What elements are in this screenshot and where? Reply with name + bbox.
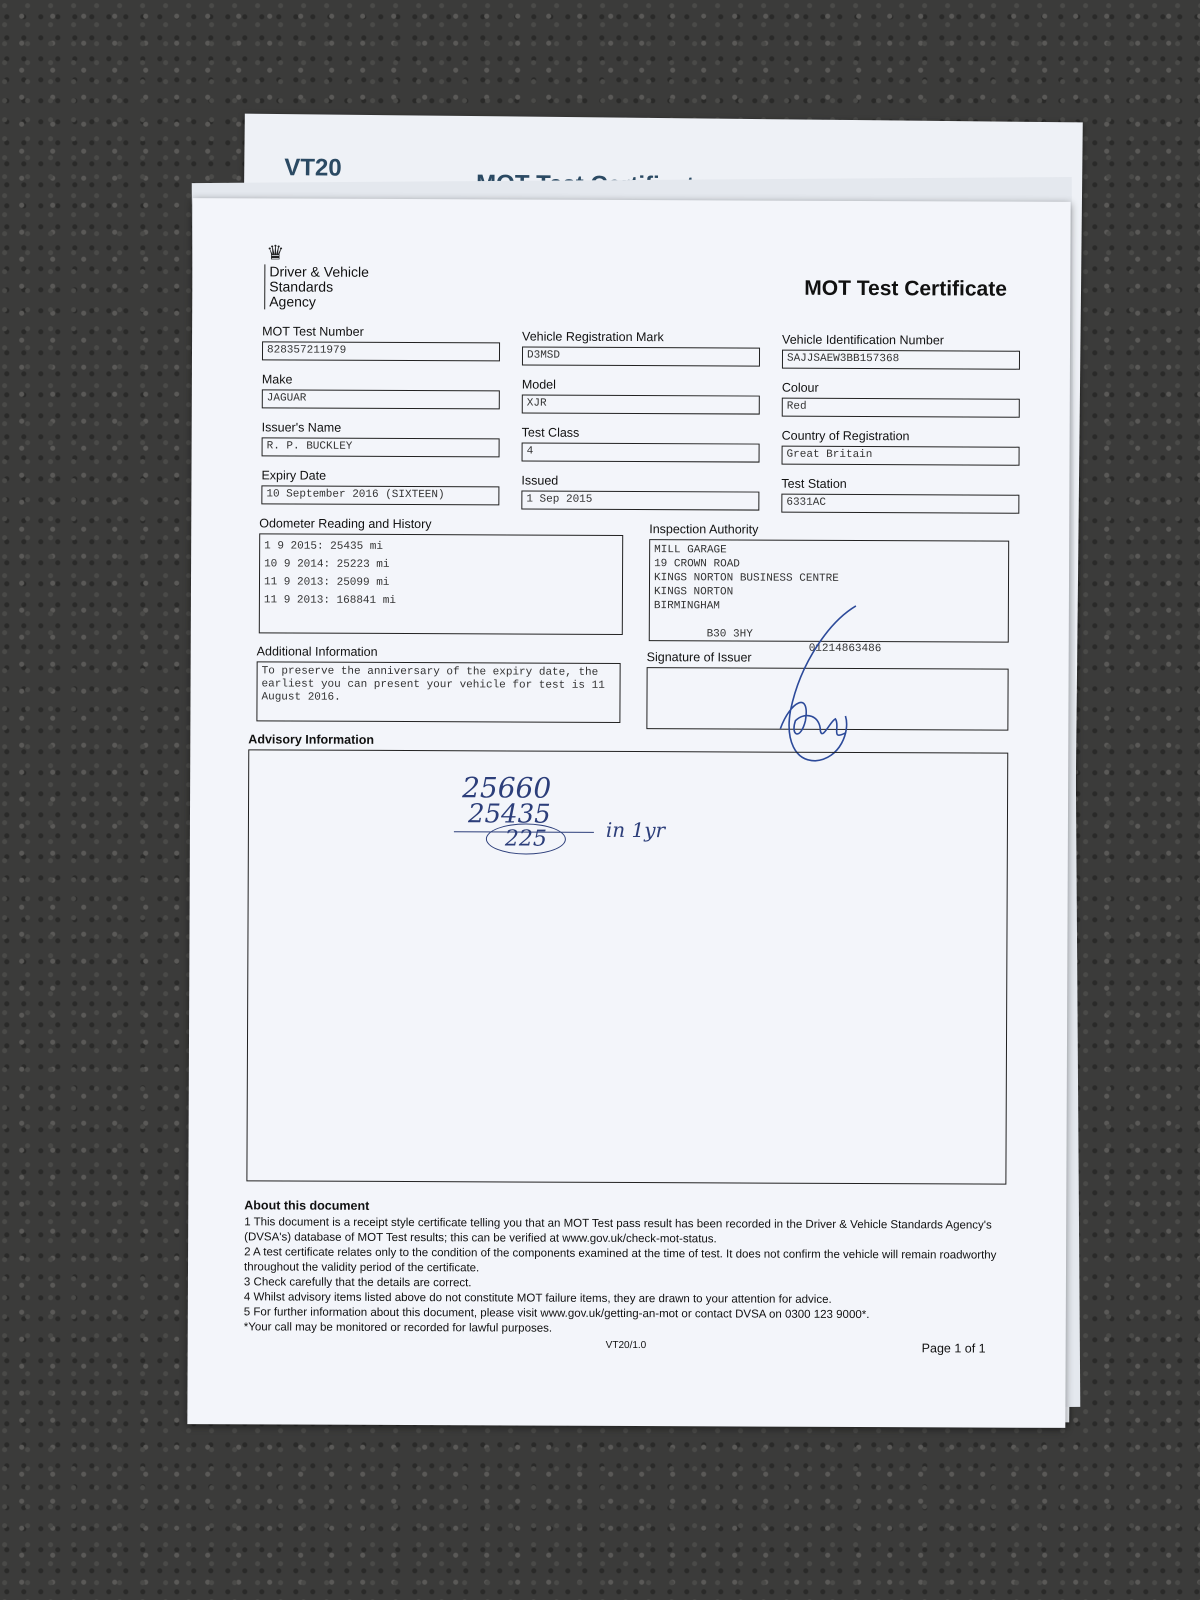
field-value: Great Britain — [782, 446, 1020, 466]
address-line: KINGS NORTON BUSINESS CENTRE — [653, 572, 839, 585]
inspection-label: Inspection Authority — [649, 522, 759, 537]
additional-label: Additional Information — [256, 644, 378, 659]
field-value: 4 — [522, 443, 760, 463]
about-item: 2 A test certificate relates only to the condition of the components examined at the time of test. It does not confirm the vehicle will remain roadworthy throughout the validity period of the certificate. — [243, 1246, 997, 1275]
royal-crest-icon: ♛ — [266, 242, 285, 265]
field-model — [522, 378, 760, 415]
field-label: Model — [521, 377, 556, 392]
about-section — [244, 1198, 1025, 1338]
field-value: 6331AC — [781, 494, 1019, 514]
field-label: MOT Test Number — [262, 324, 364, 339]
field-value: 10 September 2016 (SIXTEEN) — [261, 485, 499, 505]
field-value: Red — [782, 398, 1020, 418]
page-number: Page 1 of 1 — [921, 1341, 986, 1356]
odometer-line: 11 9 2013: 25099 mi — [263, 576, 390, 589]
odometer-line: 10 9 2014: 25223 mi — [264, 558, 390, 571]
handwritten-mileage: 25660 — [462, 771, 552, 805]
field-label: Issuer's Name — [261, 420, 342, 435]
address-line: 19 CROWN ROAD — [654, 558, 740, 571]
field-test-class — [522, 426, 760, 463]
odometer-line: 11 9 2013: 168841 mi — [263, 594, 396, 607]
about-item: 3 Check carefully that the details are correct. — [243, 1276, 472, 1290]
field-label: Vehicle Registration Mark — [522, 329, 664, 345]
field-vrm — [522, 330, 760, 367]
about-item: 1 This document is a receipt style certificate telling you that an MOT Test pass result has been recorded in the Driver & Vehicle Standards Agency's (DVSA's) database of MOT Test results; this can be verified at www.gov.uk/check-mot-status. — [244, 1216, 992, 1246]
about-item: 5 For further information about this document, please visit www.gov.uk/getting-an-mot or contact DVSA on 0300 123 9000*. — [243, 1306, 870, 1322]
signature-label: Signature of Issuer — [646, 650, 752, 665]
field-country — [782, 429, 1020, 466]
postcode: B30 3HY — [706, 628, 753, 641]
additional-text: To preserve the anniversary of the expiry date, the earliest you can present your vehicle for test is 11 August 2016. — [256, 661, 620, 723]
advisory-label: Advisory Information — [248, 732, 375, 747]
odometer-section — [259, 516, 624, 635]
agency-name: Driver & Vehicle Standards Agency — [264, 264, 379, 310]
handwritten-mileage: 25435 — [467, 799, 551, 830]
phone-number: 01214863486 — [808, 642, 882, 656]
field-value: 1 Sep 2015 — [521, 491, 759, 511]
field-label: Test Station — [781, 476, 847, 491]
advisory-box — [246, 749, 1008, 1184]
field-colour — [782, 381, 1020, 418]
field-expiry-date — [261, 468, 499, 505]
back-form-code: VT20 — [284, 154, 342, 182]
field-label: Vehicle Identification Number — [782, 332, 945, 348]
about-heading: About this document — [244, 1198, 370, 1213]
field-value: D3MSD — [522, 347, 760, 367]
field-test-station — [781, 477, 1019, 514]
address-line: MILL GARAGE — [654, 544, 727, 557]
field-make — [262, 372, 500, 409]
field-label: Make — [261, 372, 293, 387]
field-mot-test-number — [262, 324, 500, 361]
odometer-label: Odometer Reading and History — [259, 516, 432, 532]
field-label: Expiry Date — [261, 468, 327, 483]
field-label: Country of Registration — [781, 428, 910, 444]
field-value: R. P. BUCKLEY — [262, 437, 500, 457]
odometer-line: 1 9 2015: 25435 mi — [264, 540, 384, 553]
about-item: 4 Whilst advisory items listed above do not constitute MOT failure items, they are drawn to your attention for advice. — [243, 1291, 832, 1306]
address-line: BIRMINGHAM — [653, 600, 720, 613]
field-label: Issued — [521, 473, 559, 488]
field-value: SAJJSAEW3BB157368 — [782, 350, 1020, 370]
field-value: JAGUAR — [262, 389, 500, 409]
field-label: Colour — [781, 380, 819, 395]
advisory-section — [246, 732, 1008, 1184]
address-line: KINGS NORTON — [653, 586, 734, 599]
additional-info-section — [256, 644, 620, 723]
form-version: VT20/1.0 — [605, 1339, 647, 1352]
field-issuer — [262, 420, 500, 457]
odometer-box — [259, 533, 623, 635]
field-issued — [521, 474, 759, 511]
about-item: *Your call may be monitored or recorded for lawful purposes. — [243, 1321, 553, 1335]
handwritten-note: in 1yr — [605, 817, 666, 843]
mot-certificate — [187, 198, 1070, 1428]
field-vin — [782, 333, 1020, 370]
field-value: XJR — [522, 395, 760, 415]
document-title: MOT Test Certificate — [804, 276, 1007, 301]
field-label: Test Class — [521, 425, 580, 440]
field-value: 828357211979 — [262, 341, 500, 361]
handwritten-difference: 225 — [486, 823, 566, 854]
